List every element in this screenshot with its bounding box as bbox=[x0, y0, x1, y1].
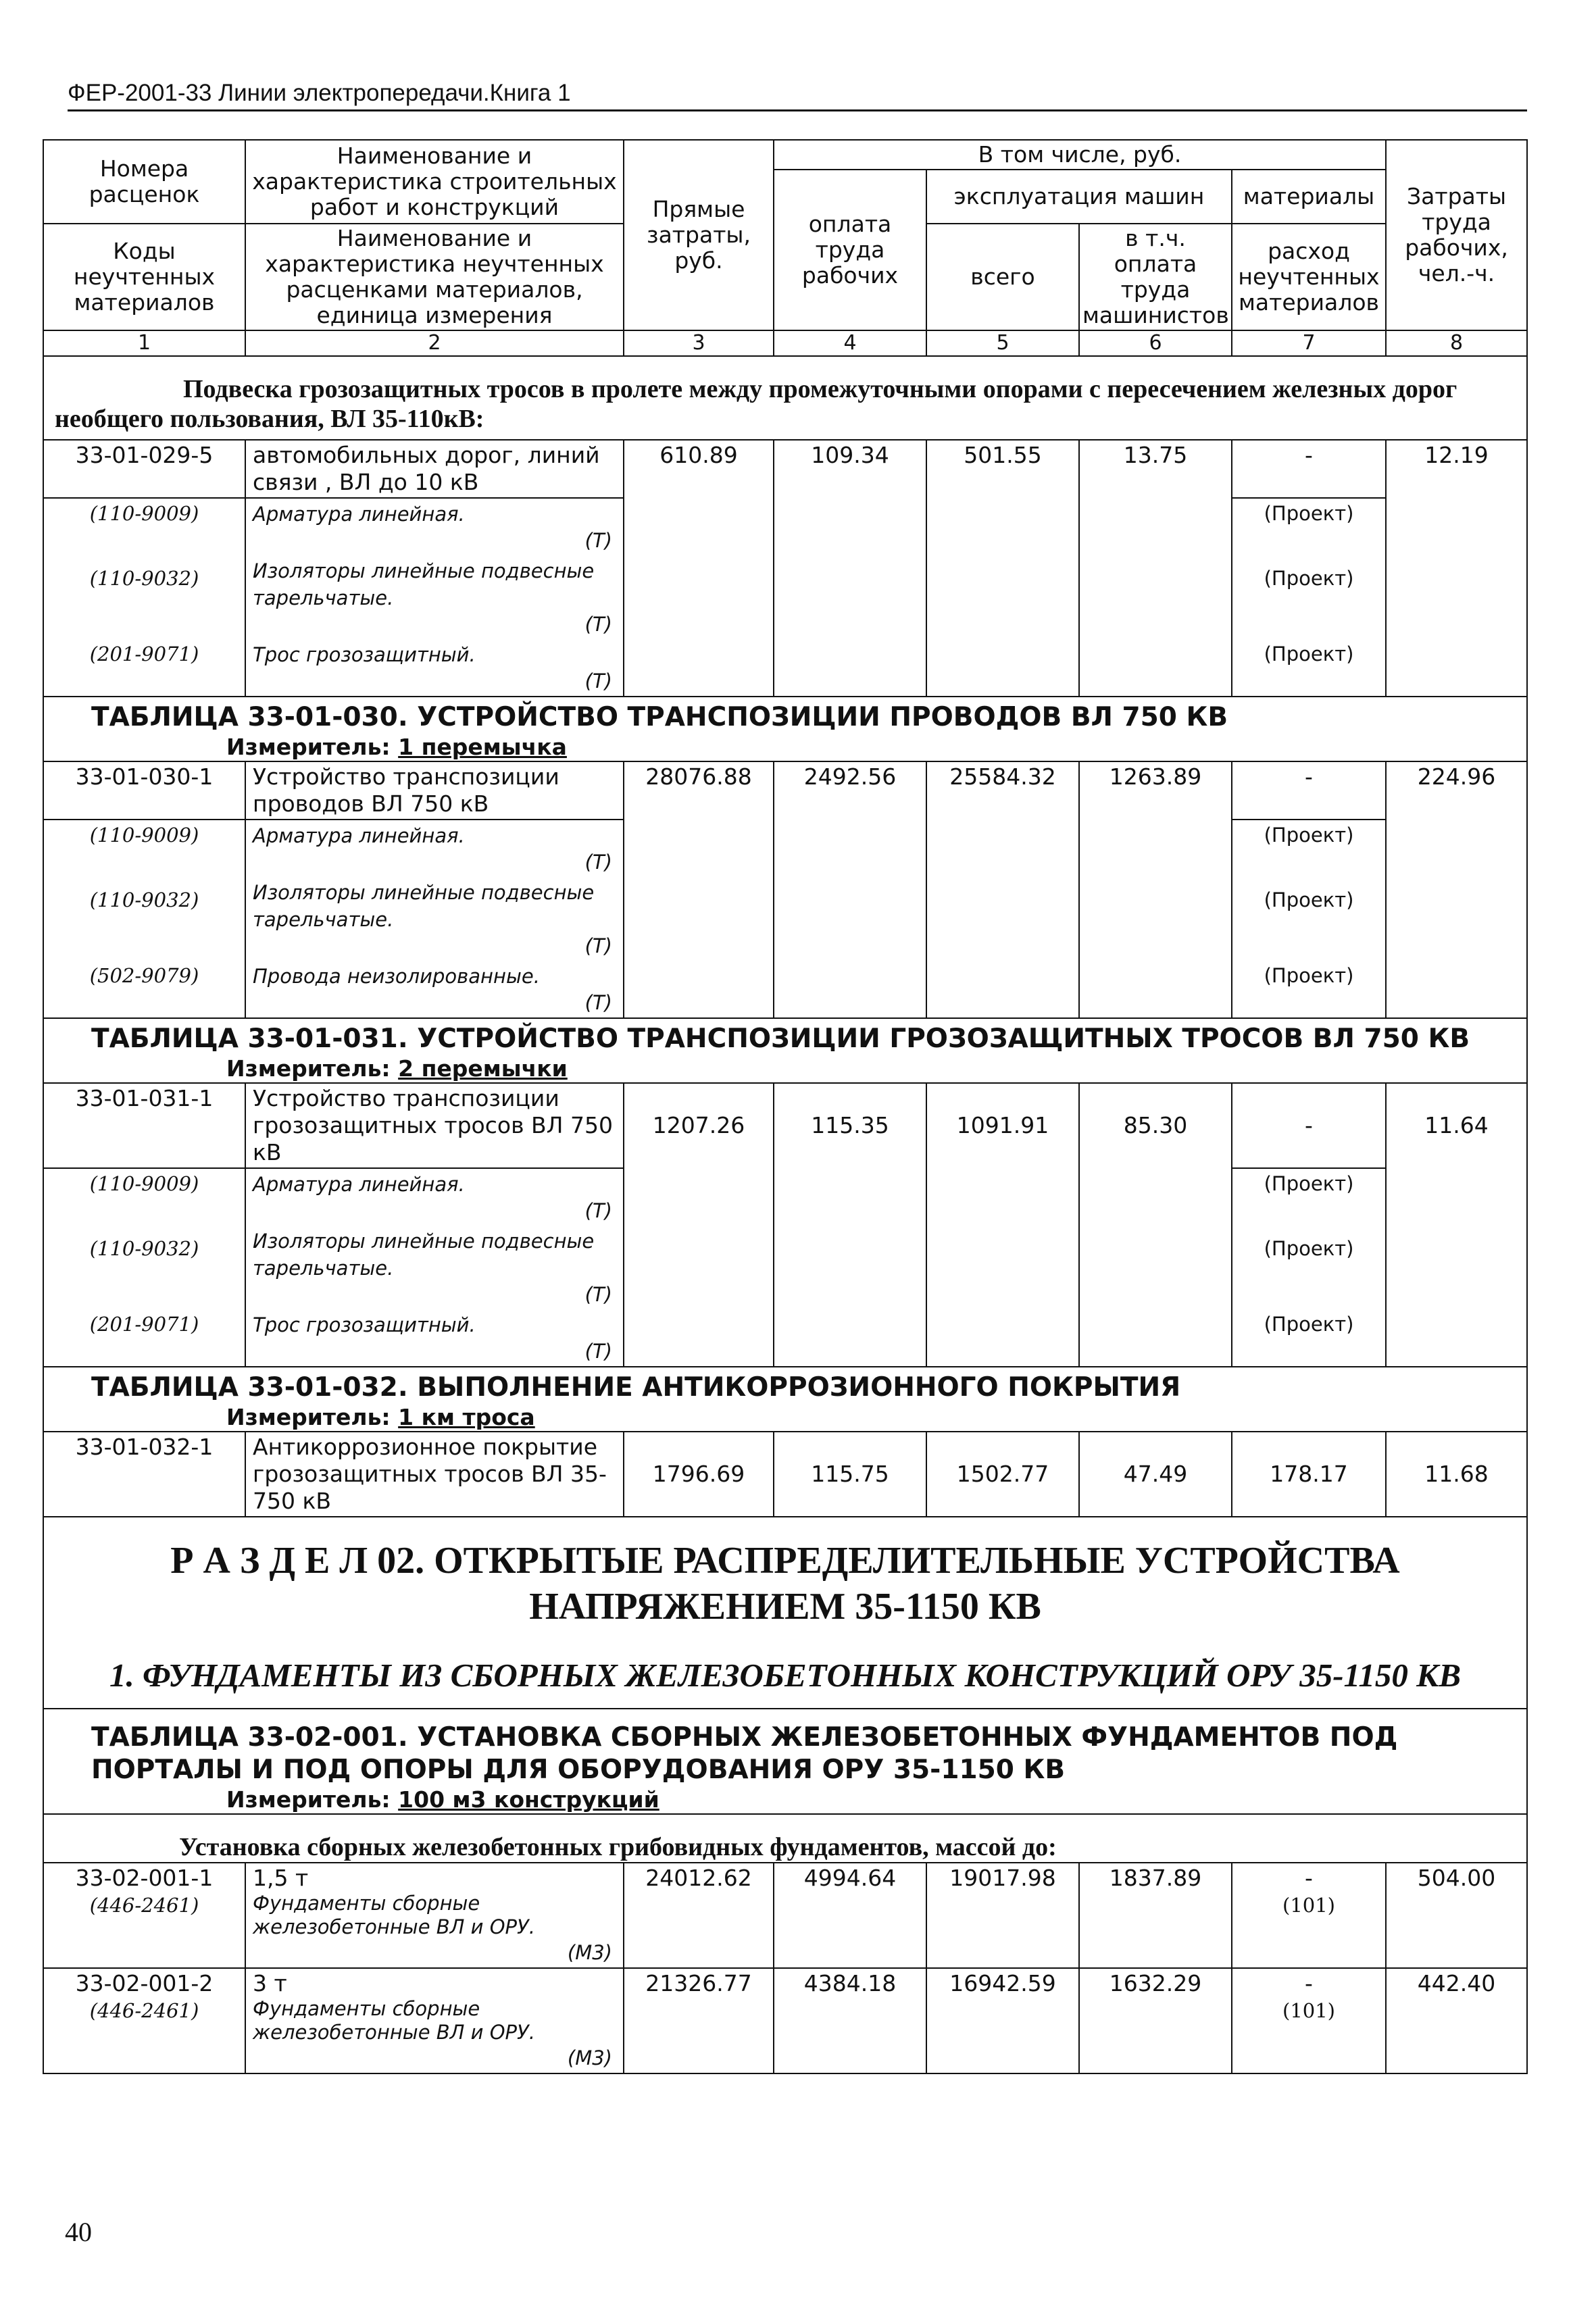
material-project: (Проект) bbox=[1232, 1309, 1386, 1367]
table-heading bbox=[43, 1367, 1527, 1432]
table-heading bbox=[43, 697, 1527, 761]
machine-cost: 16942.59 bbox=[926, 1968, 1079, 2073]
col8-header: Затраты труда рабочих, чел.-ч. bbox=[1386, 140, 1527, 330]
group-title: Подвеска грозозащитных тросов в пролете между промежуточными опорами с пересечением железных дорог необщего пользования, ВЛ 35-110кВ: bbox=[43, 356, 1527, 440]
material-name: Арматура линейная. bbox=[253, 824, 465, 847]
material-cost: - bbox=[1232, 440, 1386, 498]
rate-code: 33-01-030-1 bbox=[43, 761, 245, 820]
material-code: (201-9071) bbox=[43, 1309, 245, 1367]
rates-table bbox=[43, 139, 1528, 2074]
material-project: (Проект) bbox=[1232, 498, 1386, 555]
col7-header: расход неучтенных материалов bbox=[1232, 224, 1386, 330]
measure-line bbox=[91, 1055, 1516, 1082]
material-unit: (Т) bbox=[584, 1283, 612, 1306]
rate-code: 33-02-001-2 bbox=[75, 1970, 214, 1996]
labor-hours: 12.19 bbox=[1386, 440, 1527, 697]
material-unit: (Т) bbox=[584, 670, 612, 693]
direct-cost: 1796.69 bbox=[624, 1432, 774, 1517]
material-code: (110-9032) bbox=[43, 877, 245, 961]
material-code: (110-9009) bbox=[43, 820, 245, 877]
material-note: (101) bbox=[1282, 1894, 1335, 1917]
material-name: Изоляторы линейные подвесные тарельчатые. bbox=[253, 881, 595, 931]
labor-hours: 442.40 bbox=[1386, 1968, 1527, 2073]
col4-header: оплата труда рабочих bbox=[774, 170, 926, 330]
rate-code: 33-02-001-1 bbox=[75, 1865, 214, 1891]
document-header: ФЕР-2001-33 Линии электропередачи.Книга 1 bbox=[68, 80, 1527, 111]
operator-labor-cost: 1263.89 bbox=[1079, 761, 1232, 1018]
section-block bbox=[43, 1517, 1527, 1709]
rate-name-cell bbox=[245, 1968, 624, 2073]
material-name: Фундаменты сборные железобетонные ВЛ и ОРУ. bbox=[253, 1892, 535, 1938]
rate-name: Устройство транспозиции проводов ВЛ 750 кВ bbox=[245, 761, 624, 820]
rate-name-cell bbox=[245, 1863, 624, 1968]
material-unit: (М3) bbox=[567, 1941, 612, 1964]
table-title: ТАБЛИЦА 33-01-031. УСТРОЙСТВО ТРАНСПОЗИЦИИ ГРОЗОЗАЩИТНЫХ ТРОСОВ ВЛ 750 КВ bbox=[91, 1024, 1470, 1054]
page-number: 40 bbox=[65, 2217, 92, 2247]
col2-bottom-header: Наименование и характеристика неучтенных расценками материалов, единица измерения bbox=[245, 224, 624, 330]
rate-name: автомобильных дорог, линий связи , ВЛ до 10 кВ bbox=[245, 440, 624, 498]
material-unit: (М3) bbox=[567, 2046, 612, 2069]
material-cost: - bbox=[1305, 1865, 1313, 1891]
col6-header: в т.ч. оплата труда машинистов bbox=[1079, 224, 1232, 330]
operator-labor-cost: 1632.29 bbox=[1079, 1968, 1232, 2073]
direct-cost: 21326.77 bbox=[624, 1968, 774, 2073]
labor-cost: 4384.18 bbox=[774, 1968, 926, 2073]
machine-cost: 25584.32 bbox=[926, 761, 1079, 1018]
material-cost: - bbox=[1232, 761, 1386, 820]
labor-hours: 224.96 bbox=[1386, 761, 1527, 1018]
material-cost: - bbox=[1305, 1970, 1313, 1996]
labor-cost: 115.75 bbox=[774, 1432, 926, 1517]
measure-value: 2 перемычки bbox=[398, 1055, 568, 1082]
material-project: (Проект) bbox=[1232, 639, 1386, 696]
material-name: Трос грозозащитный. bbox=[253, 643, 476, 666]
material-name: Изоляторы линейные подвесные тарельчатые. bbox=[253, 559, 595, 609]
material-cost-cell bbox=[1232, 1863, 1386, 1968]
labor-cost: 109.34 bbox=[774, 440, 926, 697]
measure-value: 1 перемычка bbox=[398, 734, 567, 760]
table-title: ТАБЛИЦА 33-02-001. УСТАНОВКА СБОРНЫХ ЖЕЛЕЗОБЕТОННЫХ ФУНДАМЕНТОВ ПОД ПОРТАЛЫ И ПОД ОПОРЫ ДЛЯ ОБОРУДОВАНИЯ ОРУ 35-1150 КВ bbox=[91, 1722, 1398, 1785]
material-code: (446-2461) bbox=[89, 1894, 199, 1917]
measure-value: 1 км троса bbox=[398, 1404, 535, 1430]
col-number: 3 bbox=[624, 330, 774, 356]
incl-header: В том числе, руб. bbox=[774, 140, 1386, 170]
material-code: (110-9032) bbox=[43, 1226, 245, 1309]
material-code: (110-9009) bbox=[43, 498, 245, 555]
rate-code: 33-01-029-5 bbox=[43, 440, 245, 498]
material-code: (201-9071) bbox=[43, 639, 245, 696]
material-project: (Проект) bbox=[1232, 555, 1386, 639]
measure-line bbox=[91, 1404, 1516, 1431]
machine-cost: 501.55 bbox=[926, 440, 1079, 697]
machine-cost: 1091.91 bbox=[926, 1083, 1079, 1367]
material-unit: (Т) bbox=[584, 529, 612, 552]
rate-name: 1,5 т bbox=[253, 1865, 309, 1891]
measure-label: Измеритель: bbox=[226, 1404, 391, 1430]
rate-code: 33-01-031-1 bbox=[43, 1083, 245, 1168]
material-cost-cell bbox=[1232, 1968, 1386, 2073]
material-project: (Проект) bbox=[1232, 961, 1386, 1018]
measure-line bbox=[91, 1786, 1516, 1813]
direct-cost: 24012.62 bbox=[624, 1863, 774, 1968]
measure-label: Измеритель: bbox=[226, 734, 391, 760]
section-subtitle: 1. ФУНДАМЕНТЫ ИЗ СБОРНЫХ ЖЕЛЕЗОБЕТОННЫХ КОНСТРУКЦИЙ ОРУ 35-1150 КВ bbox=[109, 1657, 1462, 1694]
labor-hours: 504.00 bbox=[1386, 1863, 1527, 1968]
rate-name: Антикоррозионное покрытие грозозащитных тросов ВЛ 35-750 кВ bbox=[245, 1432, 624, 1517]
operator-labor-cost: 1837.89 bbox=[1079, 1863, 1232, 1968]
rates-table-frame bbox=[43, 139, 1526, 2074]
table-heading bbox=[43, 1018, 1527, 1083]
material-project: (Проект) bbox=[1232, 820, 1386, 877]
material-unit: (Т) bbox=[584, 851, 612, 874]
material-cost: - bbox=[1232, 1083, 1386, 1168]
labor-cost: 115.35 bbox=[774, 1083, 926, 1367]
labor-cost: 4994.64 bbox=[774, 1863, 926, 1968]
col-number: 1 bbox=[43, 330, 245, 356]
labor-hours: 11.64 bbox=[1386, 1083, 1527, 1367]
machine-cost: 1502.77 bbox=[926, 1432, 1079, 1517]
group-title: Установка сборных железобетонных грибовидных фундаментов, массой до: bbox=[43, 1814, 1527, 1863]
direct-cost: 1207.26 bbox=[624, 1083, 774, 1367]
col1-bottom-header: Коды неучтенных материалов bbox=[43, 224, 245, 330]
rate-name: 3 т bbox=[253, 1970, 287, 1996]
rate-code: 33-01-032-1 bbox=[43, 1432, 245, 1517]
material-unit: (Т) bbox=[584, 613, 612, 636]
machines-header: эксплуатация машин bbox=[926, 170, 1232, 224]
col2-top-header: Наименование и характеристика строительных работ и конструкций bbox=[245, 140, 624, 224]
rate-name: Устройство транспозиции грозозащитных тросов ВЛ 750 кВ bbox=[245, 1083, 624, 1168]
col-number: 2 bbox=[245, 330, 624, 356]
operator-labor-cost: 47.49 bbox=[1079, 1432, 1232, 1517]
table-title: ТАБЛИЦА 33-01-030. УСТРОЙСТВО ТРАНСПОЗИЦИИ ПРОВОДОВ ВЛ 750 КВ bbox=[91, 702, 1228, 732]
measure-label: Измеритель: bbox=[226, 1055, 391, 1082]
material-cost: 178.17 bbox=[1232, 1432, 1386, 1517]
materials-header: материалы bbox=[1232, 170, 1386, 224]
material-unit: (Т) bbox=[584, 934, 612, 957]
col-number: 5 bbox=[926, 330, 1079, 356]
material-project: (Проект) bbox=[1232, 877, 1386, 961]
col-number: 8 bbox=[1386, 330, 1527, 356]
table-title: ТАБЛИЦА 33-01-032. ВЫПОЛНЕНИЕ АНТИКОРРОЗИОННОГО ПОКРЫТИЯ bbox=[91, 1372, 1181, 1403]
material-name: Арматура линейная. bbox=[253, 1173, 465, 1196]
measure-value: 100 м3 конструкций bbox=[398, 1786, 659, 1813]
col-number: 4 bbox=[774, 330, 926, 356]
rate-code-cell bbox=[43, 1863, 245, 1968]
table-heading bbox=[43, 1709, 1527, 1814]
material-name: Изоляторы линейные подвесные тарельчатые. bbox=[253, 1230, 595, 1280]
machine-cost: 19017.98 bbox=[926, 1863, 1079, 1968]
material-name: Фундаменты сборные железобетонные ВЛ и ОРУ. bbox=[253, 1997, 535, 2044]
material-code: (446-2461) bbox=[89, 1999, 199, 2022]
material-unit: (Т) bbox=[584, 1340, 612, 1363]
section-title: Р А З Д Е Л 02. ОТКРЫТЫЕ РАСПРЕДЕЛИТЕЛЬНЫЕ УСТРОЙСТВА НАПРЯЖЕНИЕМ 35-1150 КВ bbox=[170, 1540, 1400, 1628]
material-code: (110-9032) bbox=[43, 555, 245, 639]
material-name: Трос грозозащитный. bbox=[253, 1313, 476, 1336]
measure-line bbox=[91, 734, 1516, 761]
col5-header: всего bbox=[926, 224, 1079, 330]
col-number: 7 bbox=[1232, 330, 1386, 356]
measure-label: Измеритель: bbox=[226, 1786, 391, 1813]
material-code: (502-9079) bbox=[43, 961, 245, 1018]
labor-hours: 11.68 bbox=[1386, 1432, 1527, 1517]
rate-code-cell bbox=[43, 1968, 245, 2073]
material-project: (Проект) bbox=[1232, 1226, 1386, 1309]
material-note: (101) bbox=[1282, 1999, 1335, 2022]
direct-cost: 610.89 bbox=[624, 440, 774, 697]
labor-cost: 2492.56 bbox=[774, 761, 926, 1018]
operator-labor-cost: 13.75 bbox=[1079, 440, 1232, 697]
col3-header: Прямые затраты, руб. bbox=[624, 140, 774, 330]
material-unit: (Т) bbox=[584, 1199, 612, 1222]
material-unit: (Т) bbox=[584, 991, 612, 1014]
direct-cost: 28076.88 bbox=[624, 761, 774, 1018]
material-name: Провода неизолированные. bbox=[253, 965, 540, 988]
col1-top-header: Номера расценок bbox=[43, 140, 245, 224]
material-project: (Проект) bbox=[1232, 1168, 1386, 1226]
material-name: Арматура линейная. bbox=[253, 503, 465, 526]
operator-labor-cost: 85.30 bbox=[1079, 1083, 1232, 1367]
col-number: 6 bbox=[1079, 330, 1232, 356]
material-code: (110-9009) bbox=[43, 1168, 245, 1226]
